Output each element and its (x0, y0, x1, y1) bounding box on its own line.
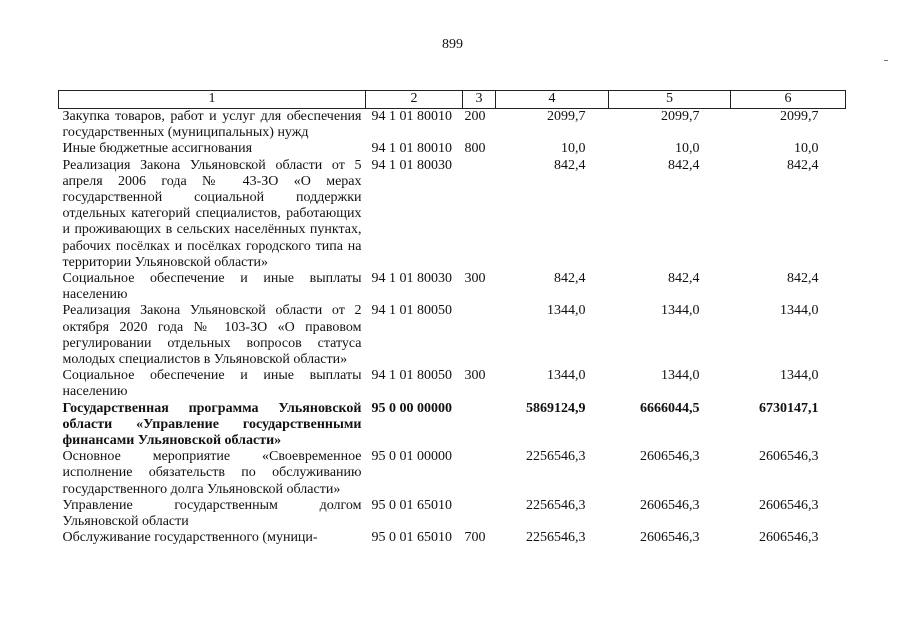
row-value-col5: 842,4 (668, 271, 700, 287)
table-header-row (59, 91, 846, 109)
row-value-col6: 1344,0 (780, 368, 819, 384)
row-value-col4: 2099,7 (547, 109, 586, 124)
row-expense-type (463, 158, 496, 271)
row-name: Иные бюджетные ассигнования (62, 141, 253, 157)
row-value-col5: 2606546,3 (640, 497, 700, 513)
row-name: Основное мероприятие «Своевременное исполнение обязательств по обслуживанию государственного долга Ульяновской области» (62, 449, 362, 497)
row-value-col6: 2606546,3 (759, 530, 819, 546)
table-row (59, 401, 846, 450)
row-expense-type: 200 (464, 109, 486, 124)
row-code: 94 1 01 80010 (371, 109, 452, 124)
budget-table (58, 90, 846, 546)
row-expense-type: 700 (464, 530, 486, 546)
header-col-4: 4 (496, 91, 609, 109)
row-value-col5: 2606546,3 (640, 449, 700, 465)
table-row (59, 498, 846, 530)
row-value-col6: 2606546,3 (759, 497, 819, 513)
row-code: 95 0 00 00000 (371, 400, 452, 416)
header-col-2: 2 (366, 91, 463, 109)
table-row (59, 109, 846, 142)
row-code: 94 1 01 80030 (371, 157, 452, 173)
row-expense-type (463, 449, 496, 498)
row-name: Социальное обеспечение и иные выплаты населению (62, 271, 362, 303)
row-value-col5: 2606546,3 (640, 530, 700, 546)
row-value-col5: 6666044,5 (640, 400, 700, 416)
row-value-col6: 10,0 (794, 141, 819, 157)
header-col-3: 3 (463, 91, 496, 109)
row-expense-type (463, 498, 496, 530)
table-row (59, 141, 846, 157)
row-name: Закупка товаров, работ и услуг для обеспечения государственных (муниципальных) нужд (62, 109, 362, 141)
row-code: 95 0 01 65010 (371, 497, 452, 513)
row-value-col4: 842,4 (554, 271, 586, 287)
table-row (59, 303, 846, 368)
row-value-col6: 2606546,3 (759, 449, 819, 465)
row-value-col5: 10,0 (675, 141, 700, 157)
row-code: 95 0 01 00000 (371, 449, 452, 465)
row-value-col4: 5869124,9 (526, 400, 586, 416)
header-col-5: 5 (609, 91, 731, 109)
row-value-col6: 842,4 (787, 157, 819, 173)
row-value-col5: 1344,0 (661, 368, 700, 384)
row-value-col4: 1344,0 (547, 303, 586, 319)
row-expense-type: 300 (464, 271, 486, 287)
table-row (59, 271, 846, 303)
row-value-col6: 6730147,1 (759, 400, 819, 416)
row-value-col4: 1344,0 (547, 368, 586, 384)
row-code: 94 1 01 80010 (371, 141, 452, 157)
row-code: 95 0 01 65010 (371, 530, 452, 546)
table-row (59, 530, 846, 546)
row-name: Управление государственным долгом Ульяновской области (62, 497, 362, 530)
row-value-col4: 2256546,3 (526, 449, 586, 465)
table-row (59, 158, 846, 271)
row-code: 94 1 01 80030 (371, 271, 452, 287)
row-expense-type: 800 (464, 141, 486, 157)
header-col-6: 6 (731, 91, 846, 109)
row-value-col4: 10,0 (561, 141, 586, 157)
row-code: 94 1 01 80050 (371, 303, 452, 319)
row-code: 94 1 01 80050 (371, 368, 452, 384)
table-row (59, 449, 846, 498)
row-value-col4: 2256546,3 (526, 497, 586, 513)
row-name: Обслуживание государственного (муници- (62, 530, 318, 546)
row-expense-type (463, 303, 496, 368)
row-value-col4: 842,4 (554, 157, 586, 173)
page-number: 899 (442, 37, 463, 52)
header-col-1: 1 (59, 91, 366, 109)
row-name: Государственная программа Ульяновской области «Управление государственными финансами Ульяновской области» (62, 400, 362, 449)
row-value-col4: 2256546,3 (526, 530, 586, 546)
row-value-col5: 842,4 (668, 157, 700, 173)
row-name: Реализация Закона Ульяновской области от 5 апреля 2006 года № 43-ЗО «О мерах государственной социальной поддержки отдельных категорий специалистов, работающих и проживающих в сельских населённых пунктах, рабочих посёлках и посёлках городского типа на территории Ульяновской области» (62, 157, 362, 270)
row-expense-type: 300 (464, 368, 486, 384)
row-value-col6: 1344,0 (780, 303, 819, 319)
table-row (59, 368, 846, 400)
row-value-col5: 2099,7 (661, 109, 700, 124)
scan-mark (884, 60, 888, 61)
row-name: Реализация Закона Ульяновской области от 2 октября 2020 года № 103-ЗО «О правовом регулировании отдельных вопросов статуса молодых специалистов в Ульяновской области» (62, 303, 362, 368)
row-name: Социальное обеспечение и иные выплаты населению (62, 368, 362, 400)
row-value-col5: 1344,0 (661, 303, 700, 319)
row-expense-type (463, 401, 496, 450)
row-value-col6: 842,4 (787, 271, 819, 287)
row-value-col6: 2099,7 (780, 109, 819, 124)
